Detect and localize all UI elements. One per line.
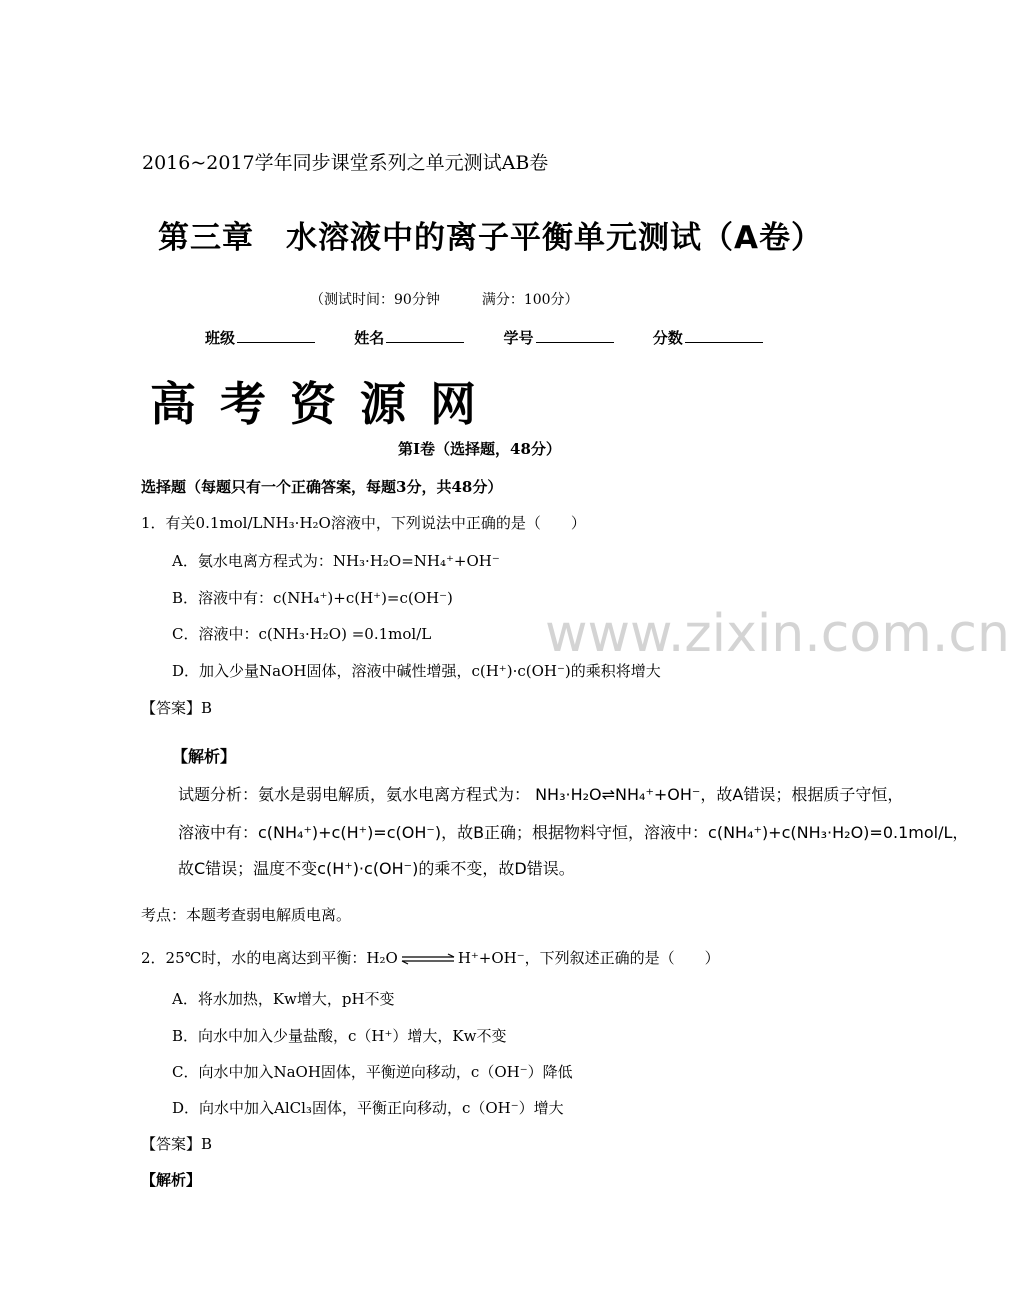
section-instruction: 选择题（每题只有一个正确答案，每题3分，共48分） [141, 478, 503, 496]
question-2-analysis-heading: 【解析】 [141, 1171, 202, 1189]
question-1-point: 考点：本题考查弱电解质电离。 [141, 906, 352, 924]
test-time: （测试时间：90分钟 [310, 292, 440, 308]
question-1-option-a: A．氨水电离方程式为：NH₃·H₂O=NH₄⁺+OH⁻ [172, 552, 500, 570]
equilibrium-arrow-icon [400, 953, 456, 965]
question-2-stem-b: H⁺+OH⁻，下列叙述正确的是（ ） [457, 949, 720, 967]
test-meta [310, 289, 621, 309]
blank-line [237, 328, 315, 343]
field-label: 班级 [205, 329, 236, 347]
question-1-analysis-line-3: 故C错误；温度不变c(H⁺)·c(OH⁻)的乘不变，故D错误。 [178, 859, 575, 878]
question-1-analysis-line-1: 试题分析：氨水是弱电解质，氨水电离方程式为： NH₃·H₂O⇌NH₄⁺+OH⁻，故A错误；根据质子守恒， [178, 785, 904, 804]
chapter-title: 第三章 水溶液中的离子平衡单元测试（A卷） [158, 220, 823, 256]
field-score [653, 327, 763, 348]
blank-line [685, 328, 763, 343]
field-name [354, 327, 464, 348]
question-1-option-c: C．溶液中：c(NH₃·H₂O) =0.1mol/L [172, 625, 432, 643]
field-label: 分数 [652, 329, 683, 347]
field-class [205, 327, 315, 348]
blank-line [536, 328, 614, 343]
series-title: 2016~2017学年同步课堂系列之单元测试AB卷 [142, 152, 549, 174]
question-2-answer: 【答案】B [141, 1135, 213, 1153]
question-2-stem-a: 2．25℃时，水的电离达到平衡：H₂O [141, 949, 398, 967]
question-2-option-d: D．向水中加入AlCl₃固体，平衡正向移动，c（OH⁻）增大 [172, 1099, 564, 1117]
question-1-answer: 【答案】B [141, 699, 213, 717]
question-2-option-a: A．将水加热，Kw增大，pH不变 [172, 990, 395, 1008]
section-title: 第Ⅰ卷（选择题，48分） [398, 440, 561, 458]
question-2-option-b: B．向水中加入少量盐酸，c（H⁺）增大，Kw不变 [172, 1027, 507, 1045]
question-1-stem: 1．有关0.1mol/LNH₃·H₂O溶液中，下列说法中正确的是（ ） [141, 514, 586, 532]
field-number [504, 327, 614, 348]
question-1-option-d: D．加入少量NaOH固体，溶液中碱性增强，c(H⁺)·c(OH⁻)的乘积将增大 [172, 662, 661, 680]
field-label: 学号 [503, 329, 534, 347]
blank-line [386, 328, 464, 343]
site-logo-text: 高考资源网 [150, 377, 500, 431]
question-1-option-b: B．溶液中有：c(NH₄⁺)+c(H⁺)=c(OH⁻) [172, 589, 453, 607]
question-2-stem [141, 947, 720, 968]
question-2-option-c: C．向水中加入NaOH固体，平衡逆向移动，c（OH⁻）降低 [172, 1063, 573, 1081]
field-label: 姓名 [354, 329, 385, 347]
full-score: 满分：100分） [481, 292, 579, 308]
student-info-fields [205, 327, 797, 348]
watermark: www.zixin.com.cn [545, 604, 1010, 664]
question-1-analysis-line-2: 溶液中有：c(NH₄⁺)+c(H⁺)=c(OH⁻)，故B正确；根据物料守恒，溶液中：c(NH₄⁺)+c(NH₃·H₂O)=0.1mol/L， [178, 823, 969, 842]
question-1-analysis-heading: 【解析】 [172, 747, 237, 766]
